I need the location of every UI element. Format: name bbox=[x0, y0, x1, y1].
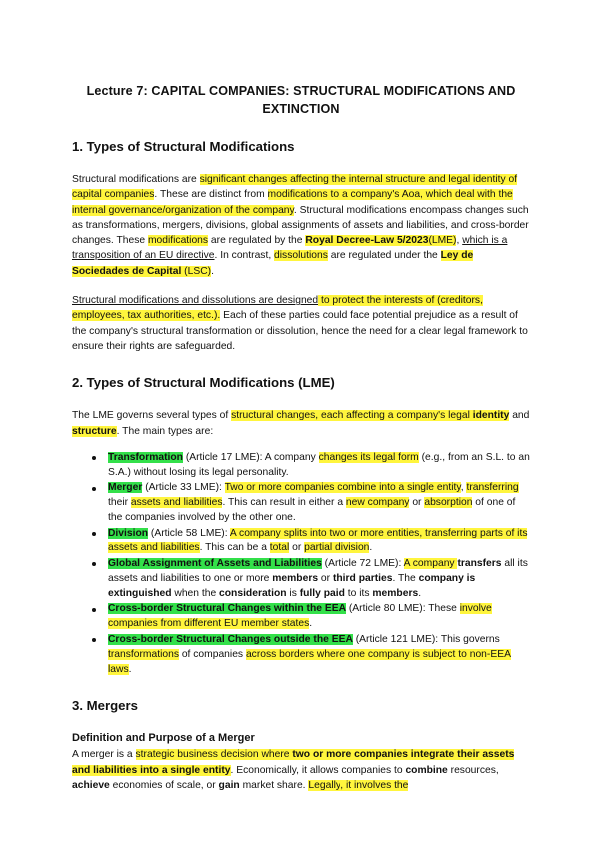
text-run: are regulated by the bbox=[208, 235, 306, 247]
text-run: . bbox=[211, 265, 214, 277]
text-run: The LME governs several types of bbox=[72, 410, 232, 422]
section-2-intro bbox=[72, 408, 530, 439]
highlighted-text: changes its legal form bbox=[318, 451, 419, 463]
text-run: . In contrast, bbox=[214, 250, 275, 262]
section-3-subheading: Definition and Purpose of a Merger bbox=[72, 732, 255, 745]
highlighted-bold-text: Royal Decree-Law 5/2023 bbox=[305, 235, 429, 247]
text-run: economies of scale, or bbox=[109, 780, 219, 792]
text-run: . bbox=[418, 587, 422, 599]
highlighted-text: (LSC) bbox=[181, 265, 212, 277]
text-run: (Article 58 LME): bbox=[148, 527, 230, 539]
highlighted-text: dissolutions bbox=[274, 250, 328, 262]
bold-text: achieve bbox=[72, 780, 110, 792]
text-run: when the bbox=[171, 587, 220, 599]
section-3-heading: 3. Mergers bbox=[72, 698, 138, 714]
highlighted-text: significant changes affecting the internal structure and legal identity of capital companies bbox=[72, 174, 518, 201]
section-3-paragraph bbox=[72, 747, 530, 793]
highlighted-text: assets and liabilities bbox=[130, 497, 223, 509]
text-run: are regulated under the bbox=[327, 250, 441, 262]
highlighted-text: transferring bbox=[466, 482, 519, 494]
text-run: their bbox=[108, 497, 131, 509]
highlighted-text: Two or more companies combine into a single entity bbox=[224, 482, 461, 494]
list-item-merger bbox=[108, 481, 530, 526]
underlined-text: which is a transposition of an EU directive bbox=[72, 235, 508, 262]
text-run: Structural modifications are bbox=[72, 174, 200, 185]
text-run: of one of the companies involved by the other one. bbox=[108, 497, 516, 524]
text-run: . bbox=[128, 663, 132, 675]
text-run: (Article 121 LME): This governs bbox=[352, 633, 500, 645]
list-item-transformation bbox=[108, 451, 530, 481]
highlighted-text: to protect the interests of (creditors, employees, tax authorities, etc.). bbox=[72, 295, 483, 322]
text-run: . Economically, it allows companies to bbox=[230, 764, 406, 776]
highlighted-text: involve companies from different EU member states bbox=[108, 603, 492, 630]
green-highlighted-term: Transformation bbox=[108, 451, 183, 463]
bold-text: consideration bbox=[219, 587, 287, 599]
green-highlighted-term: Division bbox=[108, 527, 149, 539]
text-run: , bbox=[456, 235, 463, 247]
text-run: A merger is a bbox=[72, 749, 136, 761]
highlighted-text: A company bbox=[403, 557, 458, 569]
list-item-global-assignment bbox=[108, 557, 530, 602]
text-run: (Article 17 LME): A company bbox=[182, 451, 319, 463]
text-run: . bbox=[302, 780, 309, 792]
green-highlighted-term: Cross-border Structural Changes within the EEA bbox=[108, 603, 347, 615]
section-1-heading: 1. Types of Structural Modifications bbox=[72, 139, 295, 154]
text-run: . This can be a bbox=[199, 542, 270, 554]
text-run: (Article 72 LME): bbox=[321, 557, 404, 569]
bold-text: company is extinguished bbox=[108, 572, 476, 599]
section-2-heading: 2. Types of Structural Modifications (LME) bbox=[72, 375, 335, 391]
list-item-division bbox=[108, 527, 530, 557]
highlighted-text: strategic business decision where bbox=[135, 749, 293, 761]
text-run: . This can result in either a bbox=[222, 497, 346, 509]
green-highlighted-term: Global Assignment of Assets and Liabilities bbox=[108, 557, 322, 569]
highlighted-text: new company bbox=[345, 497, 410, 509]
text-run: market share bbox=[239, 780, 303, 792]
text-run: to its bbox=[344, 587, 373, 599]
underlined-text: Structural modifications and dissolutions are designed bbox=[72, 295, 319, 307]
text-run: resources, bbox=[447, 764, 499, 776]
highlighted-text: partial division bbox=[304, 542, 370, 554]
text-run: Each of these parties could face potential prejudice as a result of the company's structural transformation or dissolution, hence the need for a clear legal framework to ensure their rights are safeguarded. bbox=[72, 310, 528, 352]
text-run: (e.g., from an S.L. to an S.A.) without losing its legal personality. bbox=[108, 451, 530, 478]
highlighted-text: (LME) bbox=[428, 235, 457, 247]
list-item-cross-border-eea bbox=[108, 602, 530, 632]
text-run: . bbox=[309, 618, 313, 630]
highlighted-text: Legally bbox=[308, 780, 341, 792]
highlighted-text: across borders where one company is subject to non-EEA laws bbox=[108, 648, 511, 675]
text-run: . The main types are: bbox=[116, 425, 214, 437]
text-run: is bbox=[286, 587, 300, 599]
structural-modification-types-list bbox=[72, 451, 530, 678]
text-run: of companies bbox=[178, 648, 246, 660]
text-run: (Article 33 LME): bbox=[142, 482, 225, 494]
list-item-cross-border-non-eea bbox=[108, 633, 530, 678]
text-run: all its assets and liabilities to one or more bbox=[108, 557, 528, 584]
text-run: or bbox=[409, 497, 425, 509]
bold-text: members bbox=[272, 572, 319, 584]
text-run: . bbox=[369, 542, 373, 554]
green-highlighted-term: Merger bbox=[108, 482, 143, 494]
section-1-paragraph-2 bbox=[72, 293, 530, 354]
bold-text: transfers bbox=[457, 557, 502, 569]
text-run: or bbox=[289, 542, 305, 554]
highlighted-text: total bbox=[269, 542, 290, 554]
bold-text: members bbox=[372, 587, 419, 599]
highlighted-bold-text: structure bbox=[72, 425, 117, 437]
text-run: . Structural modifications encompass changes such as transformations, mergers, divisions, global assignments of assets and liabilities, and cross-border changes. These bbox=[72, 204, 529, 247]
green-highlighted-term: Cross-border Structural Changes outside the EEA bbox=[108, 633, 353, 645]
highlighted-text: structural changes, each affecting a company's legal bbox=[231, 410, 473, 422]
text-run: . These are distinct from bbox=[154, 189, 268, 201]
text-run: . The bbox=[392, 572, 419, 584]
bold-text: combine bbox=[405, 764, 448, 776]
text-run: and bbox=[509, 410, 530, 422]
highlighted-bold-text: Ley de Sociedades de Capital bbox=[72, 250, 474, 277]
text-run: (Article 80 LME): These bbox=[346, 603, 460, 615]
highlighted-bold-text: identity bbox=[472, 410, 510, 422]
highlighted-text: transformations bbox=[108, 648, 179, 660]
document-title: Lecture 7: CAPITAL COMPANIES: STRUCTURAL MODIFICATIONS AND EXTINCTION bbox=[86, 84, 516, 116]
highlighted-text: modifications bbox=[147, 235, 209, 247]
highlighted-bold-text: two or more companies integrate their assets and liabilities into a single entity bbox=[72, 749, 515, 776]
bold-text: gain bbox=[218, 780, 240, 792]
highlighted-text: , it involves the bbox=[340, 780, 409, 792]
bold-text: fully paid bbox=[299, 587, 345, 599]
text-run: , bbox=[460, 482, 467, 494]
highlighted-text: modifications to a company's Aoa, which deal with the internal governance/organization of the company bbox=[72, 189, 513, 216]
highlighted-text: absorption bbox=[424, 497, 473, 509]
highlighted-text: A company splits into two or more entities, transferring parts of its assets and liabilities bbox=[108, 527, 528, 554]
bold-text: third parties bbox=[332, 572, 393, 584]
text-run: or bbox=[318, 572, 333, 584]
section-1-paragraph-1 bbox=[72, 172, 530, 279]
